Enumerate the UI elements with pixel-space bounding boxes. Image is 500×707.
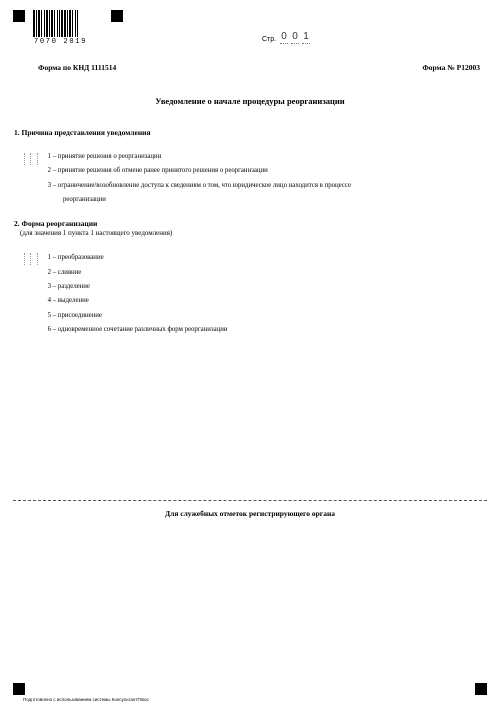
form-number: Форма № Р12003 — [422, 63, 480, 72]
barcode-bar — [64, 10, 66, 37]
form-knd-code: Форма по КНД 1111514 — [38, 63, 117, 72]
barcode-bar — [67, 10, 68, 37]
barcode-bar — [51, 10, 53, 37]
item-number: 2 — [47, 167, 51, 174]
item-text: – выделение — [52, 297, 89, 304]
item-number: 3 — [47, 182, 51, 189]
page-digit: 0 — [292, 31, 298, 42]
corner-marker-top-left — [13, 10, 25, 22]
separator-line — [13, 500, 487, 501]
item-text: – присоединение — [52, 312, 102, 319]
list-item — [42, 166, 268, 175]
list-item — [42, 311, 102, 320]
barcode-bars — [33, 10, 101, 37]
item-number: 5 — [47, 312, 51, 319]
barcode — [33, 10, 101, 48]
barcode-bar — [33, 10, 35, 37]
corner-marker-top-right — [111, 10, 123, 22]
corner-marker-bottom-right — [475, 683, 487, 695]
barcode-bar — [54, 10, 55, 37]
item-number: 6 — [47, 326, 51, 333]
barcode-bar — [77, 10, 78, 37]
item-text: – преобразование — [52, 254, 104, 261]
item-text: – принятие решения об отмене ранее принятого решения о реорганизации — [52, 167, 268, 174]
barcode-bar — [57, 10, 58, 37]
item-text: – принятие решения о реорганизации — [52, 153, 162, 160]
item-text-continuation: реорганизации — [63, 196, 106, 203]
barcode-bar — [38, 10, 40, 37]
item-number: 3 — [47, 283, 51, 290]
section-2-heading: 2. Форма реорганизации — [14, 219, 98, 228]
section-2-subheading: (для значения 1 пункта 1 настоящего уведомления) — [20, 229, 173, 237]
list-item — [42, 253, 104, 262]
barcode-bar — [49, 10, 50, 37]
barcode-bar — [59, 10, 60, 37]
page-digit: 0 — [281, 31, 287, 42]
barcode-bar — [72, 10, 73, 37]
item-number: 4 — [47, 297, 51, 304]
list-item — [42, 152, 161, 161]
item-number: 2 — [47, 269, 51, 276]
barcode-bar — [61, 10, 63, 37]
barcode-bar — [36, 10, 37, 37]
list-item — [42, 296, 89, 305]
reason-code-box[interactable] — [24, 153, 38, 165]
list-item — [42, 325, 228, 334]
item-number: 1 — [47, 153, 51, 160]
item-text: – ограничение/возобновление доступа к сведениям о том, что юридическое лицо находится в процессе — [52, 182, 351, 189]
page-digit: 1 — [303, 31, 309, 42]
barcode-bar — [41, 10, 42, 37]
section-1-heading: 1. Причина представления уведомления — [14, 128, 151, 137]
official-use-title: Для служебных отметок регистрирующего органа — [164, 509, 336, 518]
page-number — [280, 31, 310, 44]
list-item — [42, 282, 90, 291]
corner-marker-bottom-left — [13, 683, 25, 695]
barcode-bar — [69, 10, 71, 37]
page-label: Стр. — [262, 36, 277, 43]
reorganization-form-box[interactable] — [24, 253, 38, 265]
barcode-number: 7070 2019 — [34, 38, 88, 46]
barcode-bar — [46, 10, 48, 37]
item-text: – одновременное сочетание различных форм реорганизации — [52, 326, 228, 333]
barcode-bar — [75, 10, 76, 37]
barcode-bar — [44, 10, 45, 37]
item-text: – слияние — [52, 269, 82, 276]
list-item — [42, 181, 351, 190]
item-number: 1 — [47, 254, 51, 261]
item-text: – разделение — [52, 283, 90, 290]
footer-note: Подготовлено с использованием системы КонсультантПлюс — [23, 697, 149, 702]
document-title: Уведомление о начале процедуры реорганизации — [155, 96, 345, 106]
list-item — [42, 268, 81, 277]
